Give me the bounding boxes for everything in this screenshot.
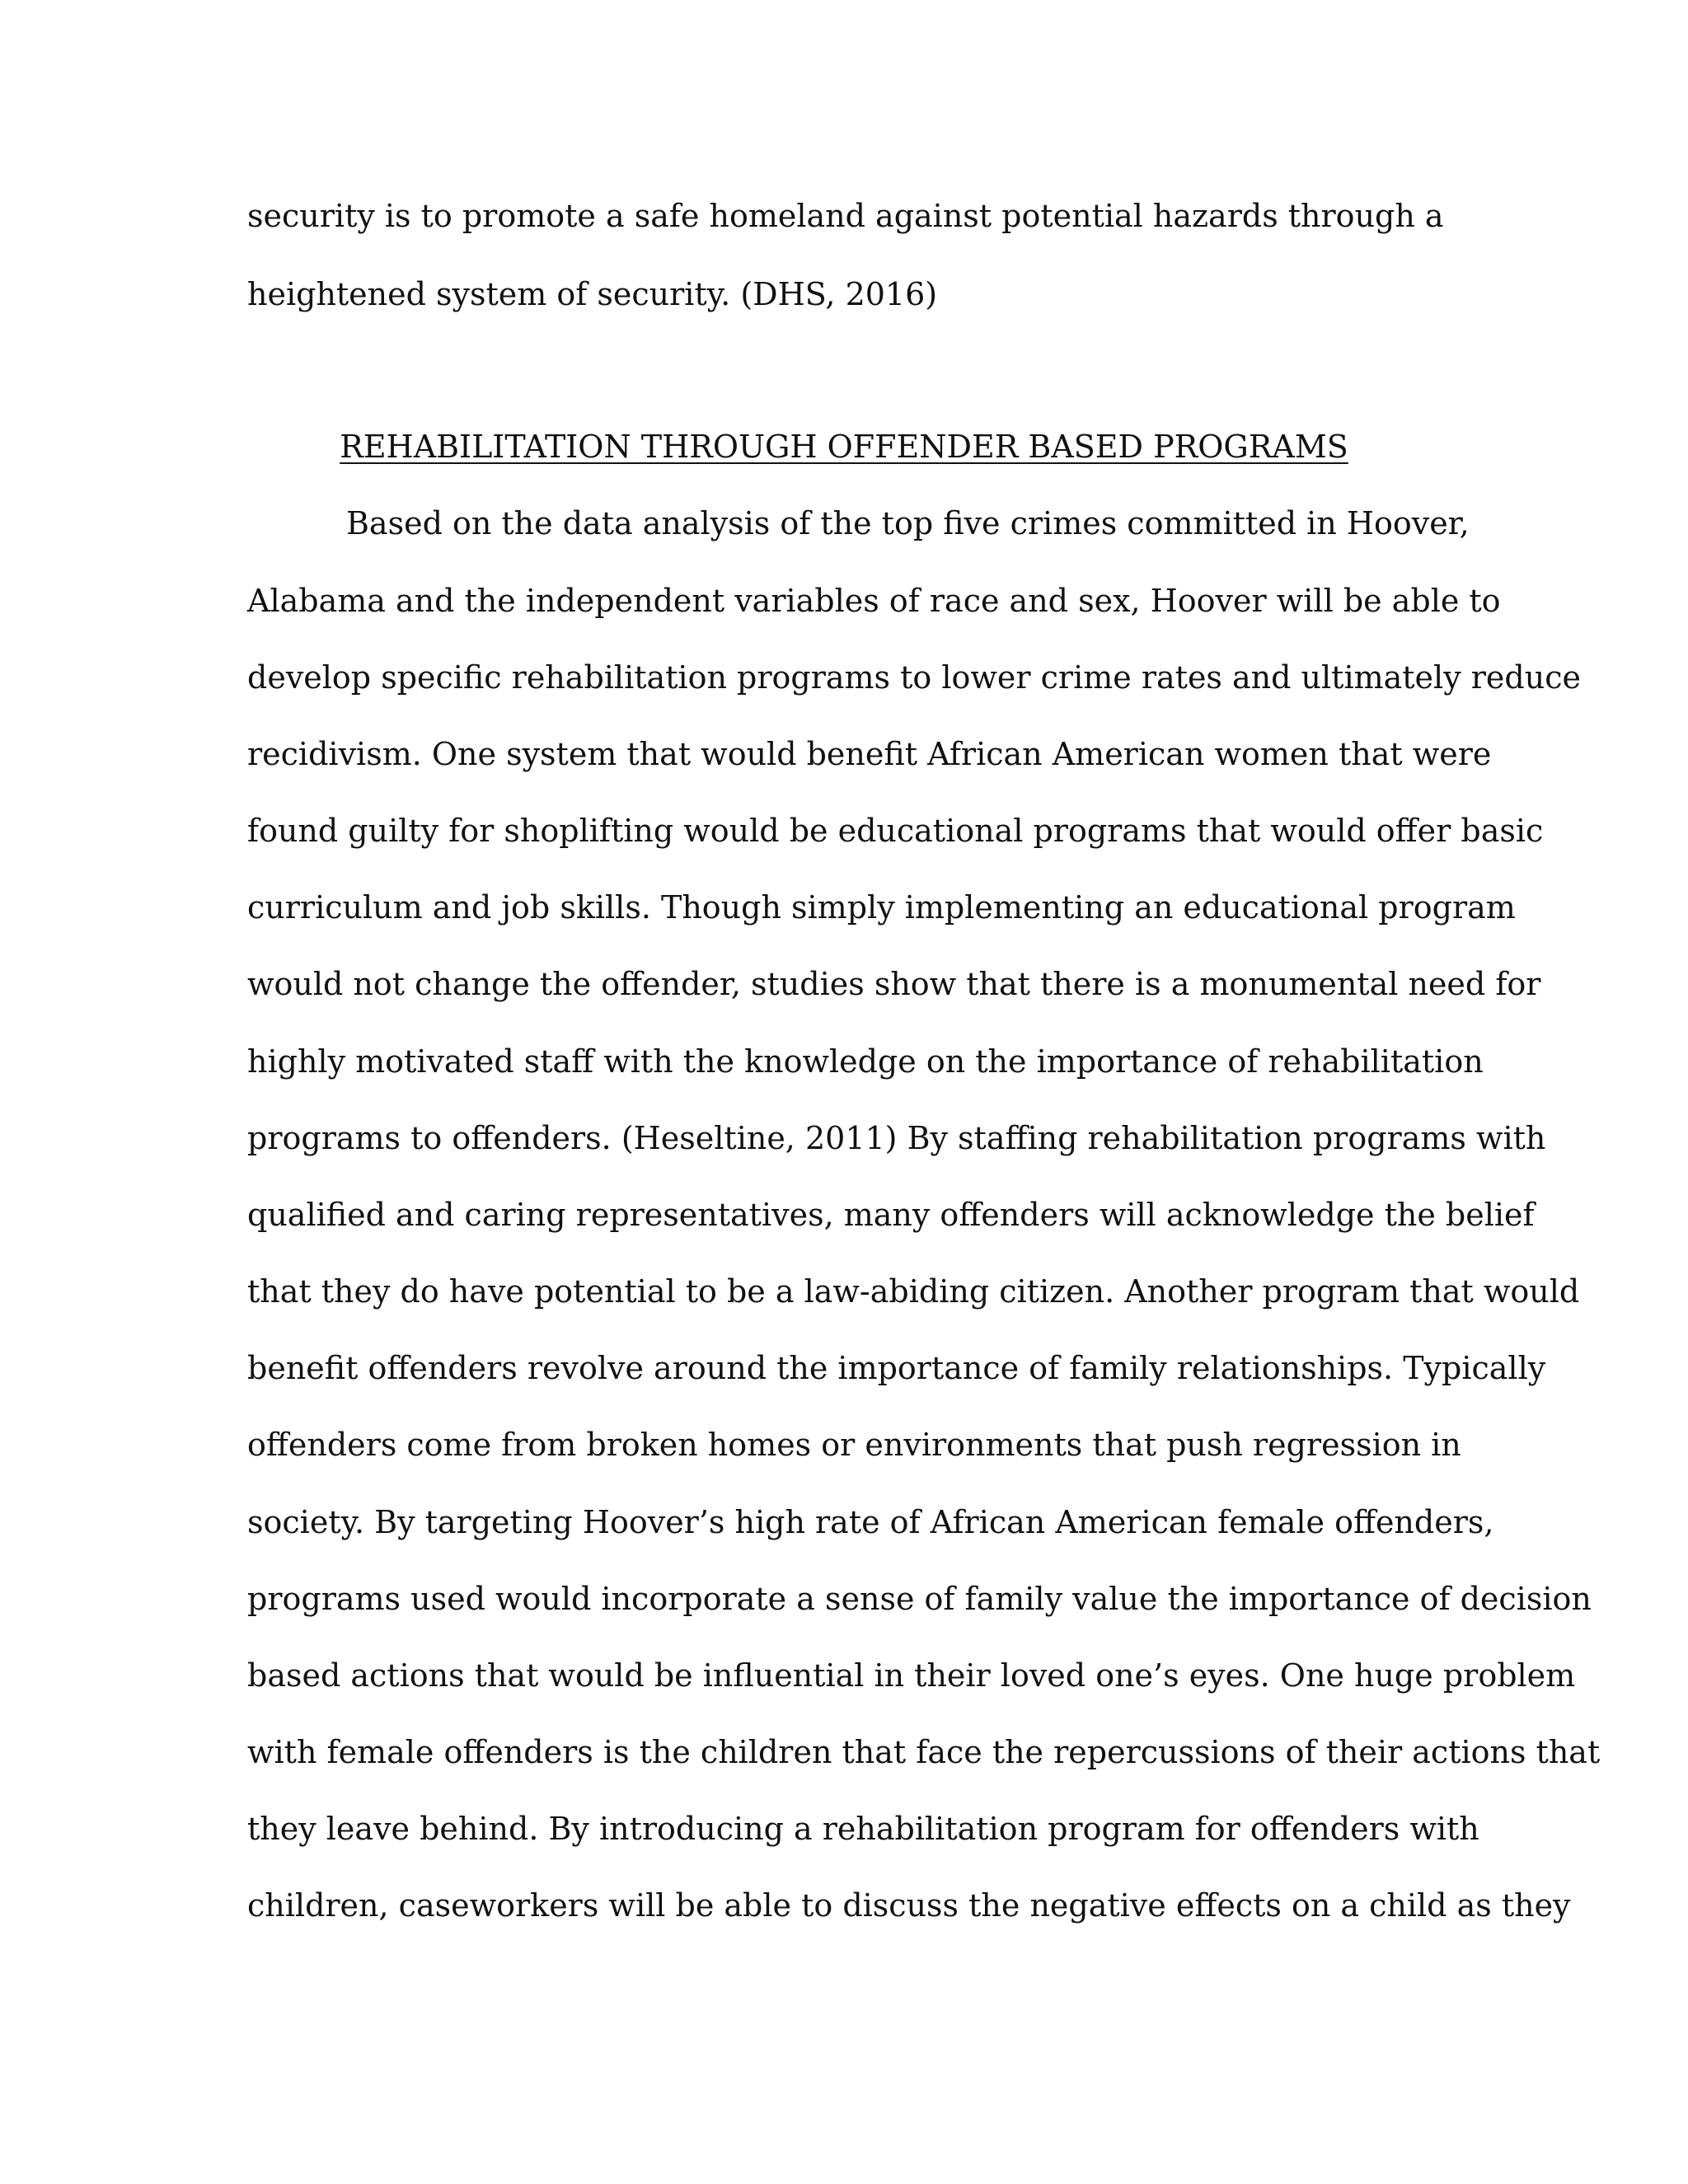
body-line: found guilty for shoplifting would be educational programs that would offer basic	[247, 813, 1544, 849]
body-line: Based on the data analysis of the top five crimes committed in Hoover,	[346, 505, 1470, 541]
intro-line: heightened system of security. (DHS, 2016)	[247, 276, 938, 312]
body-line: recidivism. One system that would benefit African American women that were	[247, 736, 1492, 772]
body-line: that they do have potential to be a law-abiding citizen. Another program that would	[247, 1273, 1580, 1310]
body-line: based actions that would be influential in their loved one’s eyes. One huge problem	[247, 1657, 1576, 1694]
body-line: curriculum and job skills. Though simply implementing an educational program	[247, 889, 1516, 926]
body-line: with female offenders is the children that face the repercussions of their actions that	[247, 1734, 1601, 1770]
body-line: develop specific rehabilitation programs to lower crime rates and ultimately reduce	[247, 659, 1581, 696]
body-line: would not change the offender, studies show that there is a monumental need for	[247, 966, 1541, 1002]
body-line: Alabama and the independent variables of race and sex, Hoover will be able to	[247, 583, 1501, 619]
body-line: programs to offenders. (Heseltine, 2011) By staffing rehabilitation programs with	[247, 1120, 1546, 1156]
body-line: programs used would incorporate a sense of family value the importance of decision	[247, 1581, 1592, 1617]
body-line: society. By targeting Hoover’s high rate of African American female offenders,	[247, 1504, 1494, 1540]
body-line: benefit offenders revolve around the importance of family relationships. Typically	[247, 1350, 1546, 1386]
body-line: highly motivated staff with the knowledge on the importance of rehabilitation	[247, 1043, 1484, 1080]
section-heading: REHABILITATION THROUGH OFFENDER BASED PROGRAMS	[340, 429, 1348, 465]
body-line: qualified and caring representatives, many offenders will acknowledge the belief	[247, 1197, 1535, 1233]
intro-line: security is to promote a safe homeland against potential hazards through a	[247, 198, 1444, 234]
body-line: offenders come from broken homes or environments that push regression in	[247, 1427, 1461, 1463]
body-line: children, caseworkers will be able to discuss the negative effects on a child as they	[247, 1887, 1571, 1924]
body-line: they leave behind. By introducing a rehabilitation program for offenders with	[247, 1811, 1479, 1847]
